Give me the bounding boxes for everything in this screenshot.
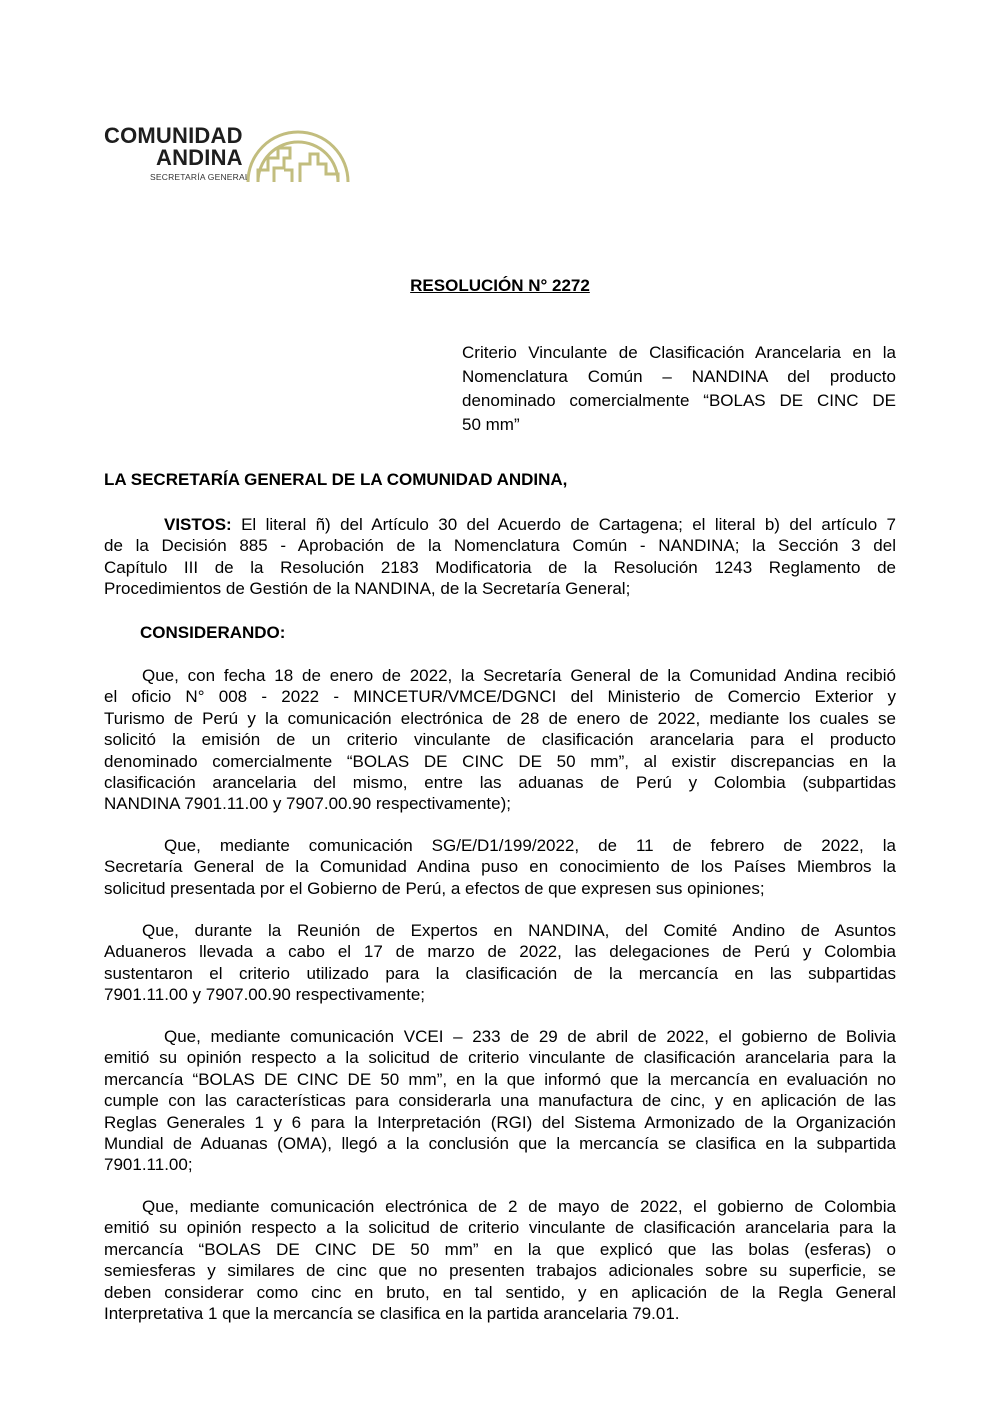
- paragraph-4: [104, 1026, 896, 1176]
- resolution-subject: [462, 341, 896, 437]
- issuing-authority: LA SECRETARÍA GENERAL DE LA COMUNIDAD ANDINA,: [104, 470, 568, 489]
- vistos-first-line: El literal ñ) del Artículo 30 del Acuerdo de Cartagena; el literal b) del artículo 7: [231, 515, 896, 534]
- text-line: emitió su opinión respecto a la solicitud de criterio vinculante de clasificación arancelaria para la: [104, 1048, 896, 1068]
- subject-line: denominado comercialmente “BOLAS DE CINC DE: [462, 391, 896, 410]
- text-line: semiesferas y similares de cinc que no presenten trabajos adicionales sobre su superficie, se: [104, 1261, 896, 1281]
- text-line: denominado comercialmente “BOLAS DE CINC DE 50 mm”, al existir discrepancias en la: [104, 751, 896, 771]
- paragraph-5: [104, 1196, 896, 1324]
- paragraph-3: [104, 920, 896, 1006]
- text-line: cumple con las características para considerarla una manufactura de cinc, y en aplicación de las: [104, 1091, 896, 1111]
- vistos-label: VISTOS:: [164, 515, 232, 534]
- considerando-heading: CONSIDERANDO:: [140, 623, 286, 642]
- resolution-title: RESOLUCIÓN N° 2272: [410, 276, 590, 295]
- text-line: el oficio N° 008 - 2022 - MINCETUR/VMCE/DGNCI del Ministerio de Comercio Exterior y: [104, 687, 896, 707]
- text-line: deben considerar como cinc en bruto, en tal sentido, y en aplicación de la Regla General: [104, 1282, 896, 1302]
- text-line: Que, mediante comunicación electrónica de 2 de mayo de 2022, el gobierno de Colombia: [142, 1197, 896, 1216]
- text-line: emitió su opinión respecto a la solicitud de criterio vinculante de clasificación arancelaria para la: [104, 1218, 896, 1238]
- logo-text-line2: ANDINA: [156, 145, 243, 170]
- text-line: Turismo de Perú y la comunicación electrónica de 28 de enero de 2022, mediante los cuales se: [104, 708, 896, 728]
- text-line: Que, con fecha 18 de enero de 2022, la Secretaría General de la Comunidad Andina recibió: [142, 666, 896, 685]
- text-line: Procedimientos de Gestión de la NANDINA, de la Secretaría General;: [104, 579, 631, 599]
- logo-text-line1: COMUNIDAD: [104, 123, 243, 148]
- text-line: Secretaría General de la Comunidad Andina puso en conocimiento de los Países Miembros la: [104, 857, 896, 877]
- logo-subtitle: SECRETARÍA GENERAL: [150, 172, 250, 182]
- text-line: Que, mediante comunicación SG/E/D1/199/2022, de 11 de febrero de 2022, la: [164, 836, 896, 855]
- comunidad-andina-logo: [104, 124, 364, 186]
- text-line: 7901.11.00;: [104, 1155, 193, 1175]
- vistos-paragraph: [104, 514, 896, 600]
- text-line: solicitó la emisión de un criterio vinculante de clasificación arancelaria para el producto: [104, 730, 896, 750]
- andean-arch-icon: [244, 124, 352, 184]
- text-line: de la Decisión 885 - Aprobación de la Nomenclatura Común - NANDINA; la Sección 3 del: [104, 536, 896, 556]
- text-line: Mundial de Aduanas (OMA), llegó a la conclusión que la mercancía se clasifica en la subpartida: [104, 1134, 896, 1154]
- text-line: clasificación arancelaria del mismo, entre las aduanas de Perú y Colombia (subpartidas: [104, 773, 896, 793]
- text-line: Capítulo III de la Resolución 2183 Modificatoria de la Resolución 1243 Reglamento de: [104, 557, 896, 577]
- paragraph-1: [104, 665, 896, 815]
- text-line: 7901.11.00 y 7907.00.90 respectivamente;: [104, 985, 426, 1005]
- subject-line: Criterio Vinculante de Clasificación Arancelaria en la: [462, 343, 896, 362]
- text-line: Que, mediante comunicación VCEI – 233 de 29 de abril de 2022, el gobierno de Bolivia: [164, 1027, 896, 1046]
- text-line: mercancía “BOLAS DE CINC DE 50 mm”, en la que informó que la mercancía en evaluación no: [104, 1069, 896, 1089]
- text-line: solicitud presentada por el Gobierno de Perú, a efectos de que expresen sus opiniones;: [104, 878, 765, 898]
- text-line: Aduaneros llevada a cabo el 17 de marzo de 2022, las delegaciones de Perú y Colombia: [104, 942, 896, 962]
- subject-line: Nomenclatura Común – NANDINA del producto: [462, 367, 896, 386]
- text-line: Reglas Generales 1 y 6 para la Interpretación (RGI) del Sistema Armonizado de la Organización: [104, 1112, 896, 1132]
- text-line: Que, durante la Reunión de Expertos en NANDINA, del Comité Andino de Asuntos: [142, 921, 896, 940]
- text-line: [104, 514, 896, 535]
- text-line: Interpretativa 1 que la mercancía se clasifica en la partida arancelaria 79.01.: [104, 1304, 680, 1324]
- paragraph-2: [104, 835, 896, 899]
- subject-line: 50 mm”: [462, 415, 520, 434]
- text-line: NANDINA 7901.11.00 y 7907.00.90 respectivamente);: [104, 794, 511, 814]
- text-line: mercancía “BOLAS DE CINC DE 50 mm” en la que explicó que las bolas (esferas) o: [104, 1239, 896, 1259]
- text-line: sustentaron el criterio utilizado para la clasificación de la mercancía en las subpartidas: [104, 963, 896, 983]
